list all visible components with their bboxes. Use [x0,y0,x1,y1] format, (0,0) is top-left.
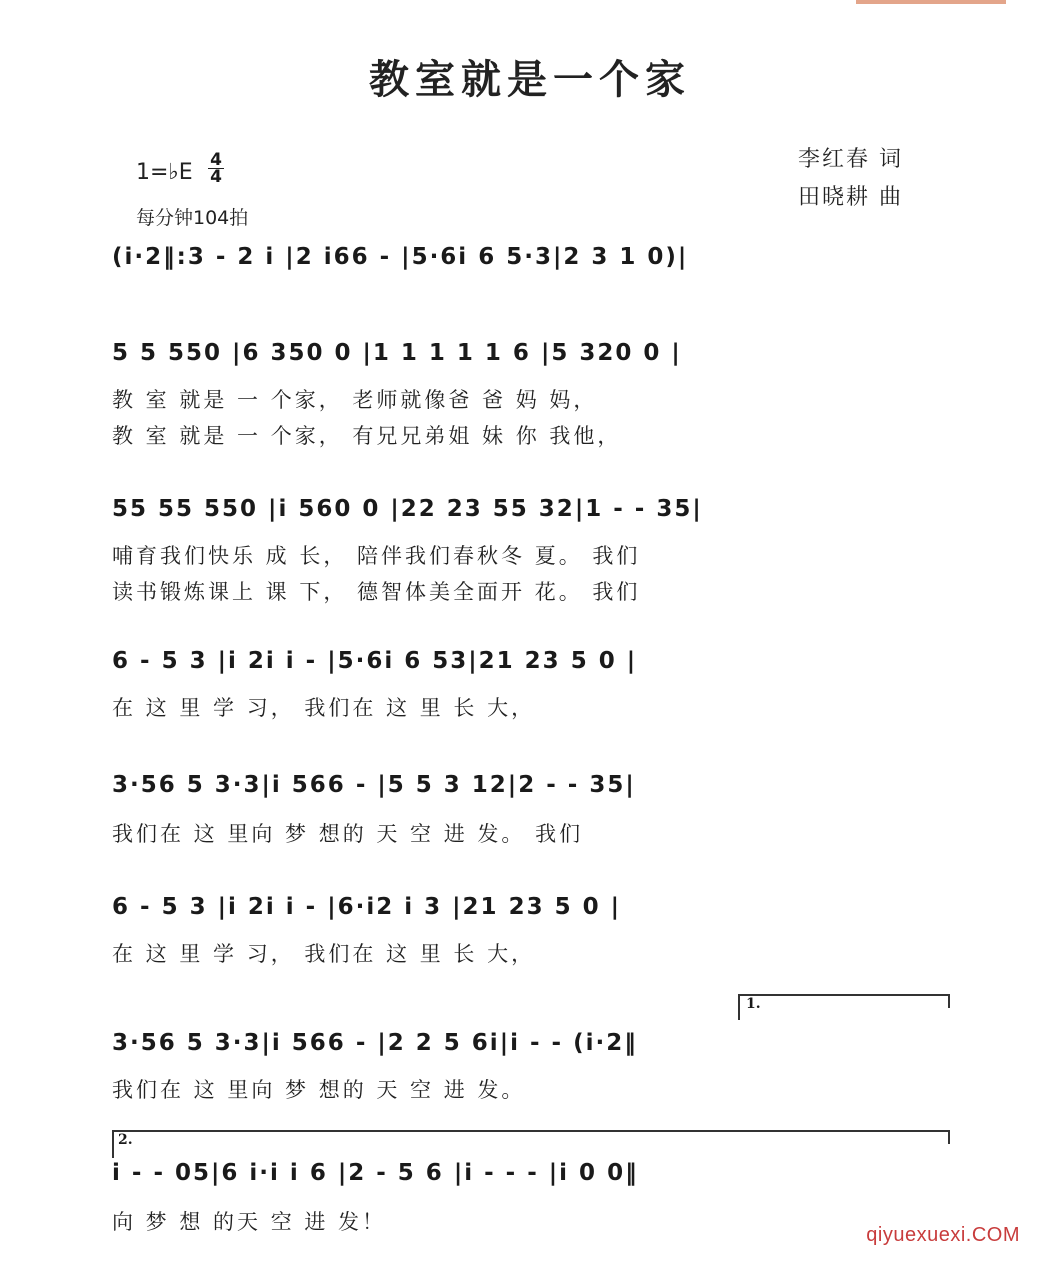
lyric-row-5: 在 这 里 学 习， 我们在 这 里 长 大， [112,942,536,966]
lyricist-credit: 李红春 词 [798,147,903,172]
notation-row-5: 6 - 5 3 |i 2i i - |6·i2 i 3 |21 23 5 0 | [112,894,622,920]
notation-row-1: 5 5 550 |6 350 0 |1 1 1 1 1 6 |5 320 0 | [112,340,682,366]
volta-2-bracket [112,1130,950,1132]
page-title: 教室就是一个家 [369,56,691,103]
notation-row-7: i - - 05|6 i·i i 6 |2 - 5 6 |i - - - |i 0 0‖ [112,1160,639,1186]
top-accent-bar [856,0,1006,4]
notation-row-4: 3·56 5 3·3|i 566 - |5 5 3 12|2 - - 35| [112,772,636,798]
notation-row-2: 55 55 550 |i 560 0 |22 23 55 32|1 - - 35| [112,496,703,522]
lyric-row-2-verse-2: 读书锻炼课上 课 下， 德智体美全面开 花。 我们 [112,580,641,604]
site-watermark: qiyuexuexi.COM [866,1224,1020,1246]
volta-2-left-edge [112,1130,114,1158]
notation-row-intro: (i·2‖:3 - 2 i |2 i66 - |5·6i 6 5·3|2 3 1 0)| [112,244,689,270]
composer-credit: 田晓耕 曲 [798,185,903,210]
lyric-row-6: 我们在 这 里向 梦 想的 天 空 进 发。 [112,1078,526,1102]
volta-1-left-edge [738,994,740,1020]
volta-1-number: 1. [746,996,761,1012]
lyric-row-3: 在 这 里 学 习， 我们在 这 里 长 大， [112,696,536,720]
lyric-row-4: 我们在 这 里向 梦 想的 天 空 进 发。 我们 [112,822,584,846]
notation-row-6: 3·56 5 3·3|i 566 - |2 2 5 6i|i - - (i·2‖ [112,1030,638,1056]
volta-1-right-edge [948,994,950,1008]
notation-row-3: 6 - 5 3 |i 2i i - |5·6i 6 53|21 23 5 0 | [112,648,638,674]
lyric-row-2-verse-1: 哺育我们快乐 成 长， 陪伴我们春秋冬 夏。 我们 [112,544,641,568]
lyric-row-1-verse-1: 教 室 就是 一 个家， 老师就像爸 爸 妈 妈， [112,388,598,412]
key-signature: 1=♭E [136,160,193,185]
volta-1-bracket [738,994,950,996]
lyric-row-1-verse-2: 教 室 就是 一 个家， 有兄兄弟姐 妹 你 我他， [112,424,622,448]
volta-2-number: 2. [118,1132,133,1148]
tempo-marking: 每分钟104拍 [136,207,249,229]
time-signature: 4 4 [208,152,224,185]
volta-2-right-edge [948,1130,950,1144]
lyric-row-7: 向 梦 想 的天 空 进 发！ [112,1210,387,1234]
